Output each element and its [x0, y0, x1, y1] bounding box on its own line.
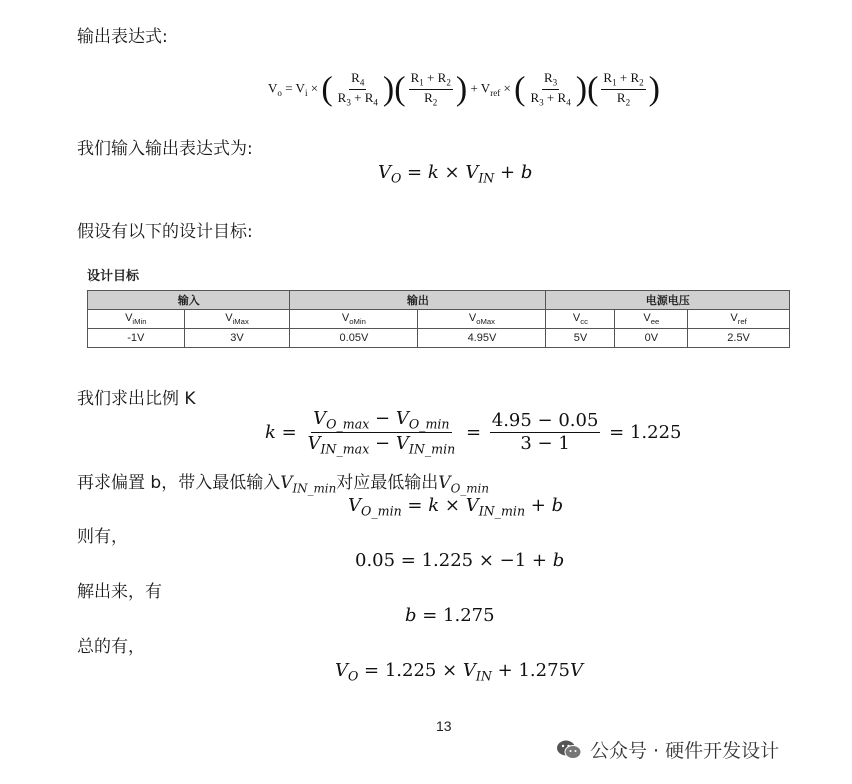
watermark-text: 公众号 · 硬件开发设计: [590, 740, 780, 762]
table-title: 设计目标: [87, 268, 140, 283]
ratio-k-text: 我们求出比例 K: [77, 389, 196, 409]
wechat-icon: [556, 739, 582, 761]
value-cell: 5V: [546, 329, 615, 348]
then-text: 则有，: [77, 527, 128, 547]
b-result: b = 1.275: [405, 605, 495, 626]
io-expression-text: 我们输入输出表达式为:: [77, 139, 253, 159]
value-cell: -1V: [88, 329, 185, 348]
group-supply: 电源电压: [546, 291, 790, 310]
param-cell: $V_{cc}$: [546, 310, 615, 329]
design-goal-text: 假设有以下的设计目标:: [77, 222, 253, 242]
linear-equation: $V_O = k \times V_{IN} + b$: [378, 162, 533, 186]
value-cell: 4.95V: [418, 329, 546, 348]
k-equation: k = $\frac{V_{O\_max} - V_{O\_min}}{V_{IN\_max} - V_{IN\_min}}$ = $\frac{4.95 - 0.05}{3 - 1}$ = 1.225: [265, 408, 682, 457]
param-cell: $V_{iMax}$: [184, 310, 290, 329]
value-cell: 2.5V: [688, 329, 790, 348]
summary-text: 总的有，: [77, 637, 145, 657]
offset-b-text: 再求偏置 b，带入最低输入$V_{IN\_min}$对应最低输出$V_{O\_min}$: [77, 473, 489, 496]
group-output: 输出: [290, 291, 546, 310]
final-equation: $V_O = 1.225 \times V_{IN} + 1.275V$: [335, 660, 583, 684]
param-cell: $V_{oMax}$: [418, 310, 546, 329]
transfer-formula: $V_o = V_i$ × ( $\frac{R_4}{R_3 + R_4}$ )( $\frac{R_1 + R_2}{R_2}$ ) + $V_{ref}$ × ( $\frac{R_3}{R_3 + R_4}$ )( $\frac{R_1 + R_2}{R_2}$ ): [268, 70, 660, 108]
group-input: 输入: [88, 291, 290, 310]
param-cell: $V_{oMin}$: [290, 310, 418, 329]
page-number: 13: [436, 718, 452, 734]
value-cell: 0.05V: [290, 329, 418, 348]
substitution-equation: 0.05 = 1.225 × −1 + b: [355, 550, 565, 571]
param-cell: $V_{iMin}$: [88, 310, 185, 329]
solve-text: 解出来，有: [77, 582, 162, 602]
watermark: [556, 736, 779, 763]
design-goal-table: [87, 290, 790, 348]
param-cell: $V_{ref}$: [688, 310, 790, 329]
value-cell: 0V: [615, 329, 688, 348]
min-equation: $V_{O\_min} = k \times V_{IN\_min} + b$: [348, 495, 564, 519]
value-cell: 3V: [184, 329, 290, 348]
param-cell: $V_{ee}$: [615, 310, 688, 329]
intro-text: 输出表达式:: [77, 27, 168, 47]
